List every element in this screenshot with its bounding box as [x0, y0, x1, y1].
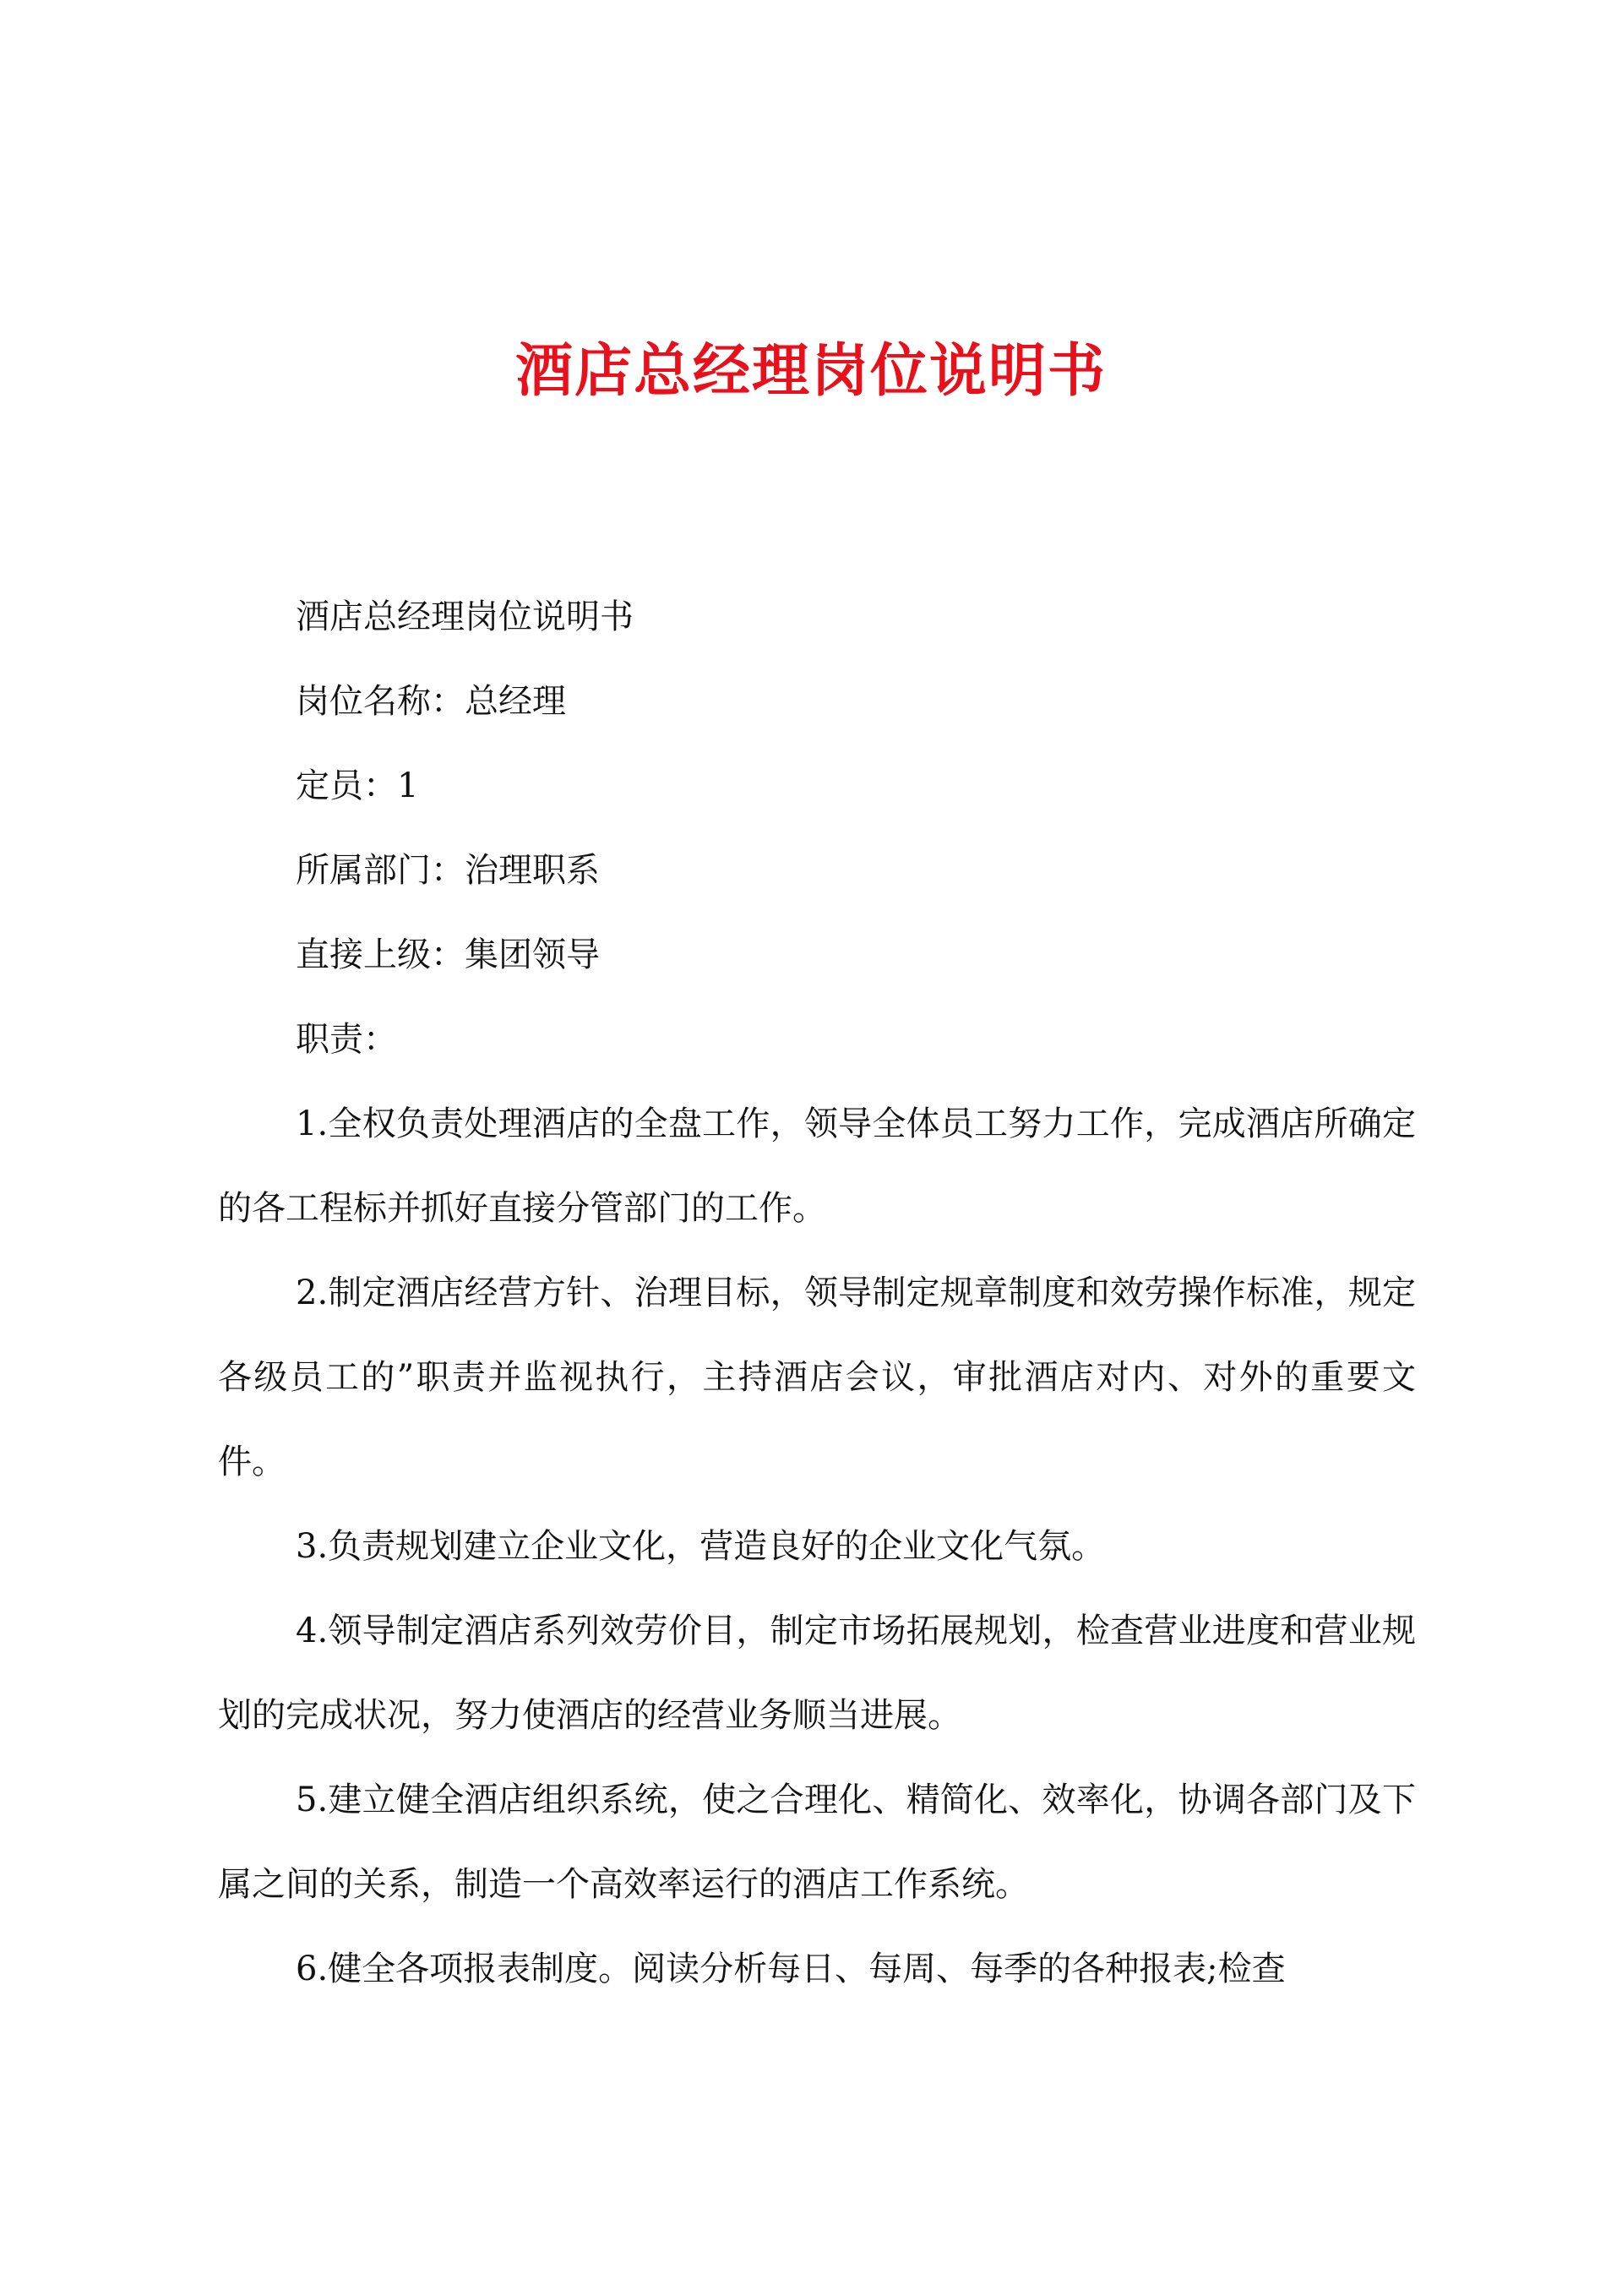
- duty-item-3: 3.负责规划建立企业文化，营造良好的企业文化气氛。: [296, 1527, 1106, 1566]
- duty-item-2: 2.制定酒店经营方针、治理目标，领导制定规章制度和效劳操作标准，规定各级员工的”职责并监视执行，主持酒店会议，审批酒店对内、对外的重要文件。: [218, 1273, 1416, 1481]
- paragraph-headcount: 定员：1: [296, 766, 419, 805]
- paragraph-heading: 酒店总经理岗位说明书: [296, 597, 634, 636]
- duty-item-6: 6.健全各项报表制度。阅读分析每日、每周、每季的各种报表;检查: [296, 1950, 1286, 1988]
- document-title: 酒店总经理岗位说明书: [514, 337, 1107, 405]
- paragraph-position-name: 岗位名称：总经理: [296, 682, 566, 721]
- document-body: [218, 575, 1416, 2011]
- duty-item-4: 4.领导制定酒店系列效劳价目，制定市场拓展规划，检查营业进度和营业规划的完成状况，努力使酒店的经营业务顺当进展。: [218, 1612, 1416, 1735]
- paragraph-direct-supervisor: 直接上级：集团领导: [296, 935, 600, 974]
- paragraph-duties-label: 职责：: [296, 1020, 397, 1059]
- paragraph-department: 所属部门：治理职系: [296, 851, 600, 890]
- duty-item-1: 1.全权负责处理酒店的全盘工作，领导全体员工努力工作，完成酒店所确定的各工程标并抓好直接分管部门的工作。: [218, 1104, 1416, 1228]
- duty-item-5: 5.建立健全酒店组织系统，使之合理化、精简化、效率化，协调各部门及下属之间的关系，制造一个高效率运行的酒店工作系统。: [218, 1781, 1416, 1904]
